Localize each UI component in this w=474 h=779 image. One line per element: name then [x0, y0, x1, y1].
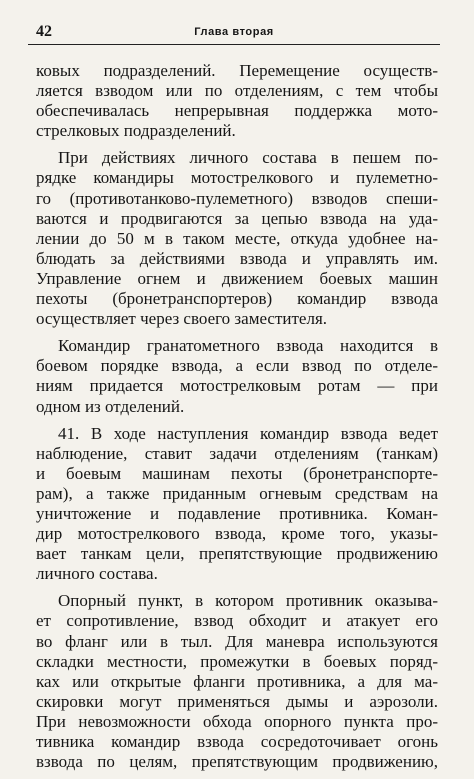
text-line: ет сопротивление, взвод обходит и атакует его [36, 611, 438, 631]
text-line: наблюдение, ставит задачи отделениям (танкам) [36, 443, 438, 463]
text-line: пехоты (бронетранспортеров) командир взвода [36, 289, 438, 309]
text-line: боевом порядке взвода, а если взвод по отделе- [36, 356, 438, 376]
paragraph-1 [36, 61, 438, 141]
text-line: лении до 50 м в таком месте, откуда удобнее на- [36, 228, 438, 248]
paragraph-5 [36, 591, 438, 772]
text-line: блюдать за действиями взвода и управлять им. [36, 248, 438, 268]
text-line: взвода по целям, препятствующим продвижению, [36, 752, 438, 772]
text-line: тивника командир взвода сосредоточивает огонь [36, 732, 438, 751]
text-line: уничтожение и подавление противника. Коман- [36, 503, 438, 523]
page-number: 42 [36, 23, 52, 40]
text-line: и боевым машинам пехоты (бронетранспорте- [36, 463, 438, 483]
paragraph-2 [36, 148, 438, 329]
text-line: Командир гранатометного взвода находится в [58, 336, 438, 356]
text-line: складки местности, промежутки в боевых поряд- [36, 651, 438, 671]
text-line: дир мотострелкового взвода, кроме того, указы- [36, 524, 438, 544]
text-line: одном из отделений. [36, 396, 185, 416]
text-line: скировки могут применяться дымы и аэрозоли. [36, 691, 438, 711]
text-line: Управление огнем и движением боевых машин [36, 268, 438, 288]
text-line: личного состава. [36, 564, 158, 584]
text-line: стрелковых подразделений. [36, 121, 236, 141]
chapter-title: Глава вторая [194, 26, 274, 38]
text-line: При действиях личного состава в пешем по- [58, 148, 438, 168]
text-line: обеспечивалась непрерывная поддержка мото- [36, 101, 438, 121]
text-line: осуществляет через своего заместителя. [36, 309, 328, 329]
text-line: 41. В ходе наступления командир взвода ведет [58, 423, 438, 443]
text-line: во фланг или в тыл. Для маневра используются [36, 631, 438, 651]
text-line: ваются и продвигаются за цепью взвода на уда- [36, 208, 438, 228]
text-line: При невозможности обхода опорного пункта про- [36, 711, 438, 731]
text-line: го (противотанково-пулеметного) взводов спеши- [36, 188, 438, 208]
page-header [28, 22, 440, 45]
text-line: рам), а также приданным огневым средствам на [36, 483, 438, 503]
text-line: ковых подразделений. Перемещение осуществ- [36, 61, 438, 80]
paragraph-4 [36, 424, 438, 585]
text-line: ках или открытые фланги противника, а для ма- [36, 671, 438, 691]
text-line: ниям придается мотострелковым ротам — при [36, 376, 438, 396]
paragraph-3 [36, 336, 438, 416]
text-line: рядке командиры мотострелкового и пулеметно- [36, 168, 438, 188]
text-line: Опорный пункт, в котором противник оказыва- [58, 591, 438, 611]
text-line: вает танкам цели, препятствующие продвижению [36, 544, 438, 564]
text-line: ляется взводом или по отделениям, с тем чтобы [36, 81, 438, 101]
page-body [36, 61, 438, 779]
